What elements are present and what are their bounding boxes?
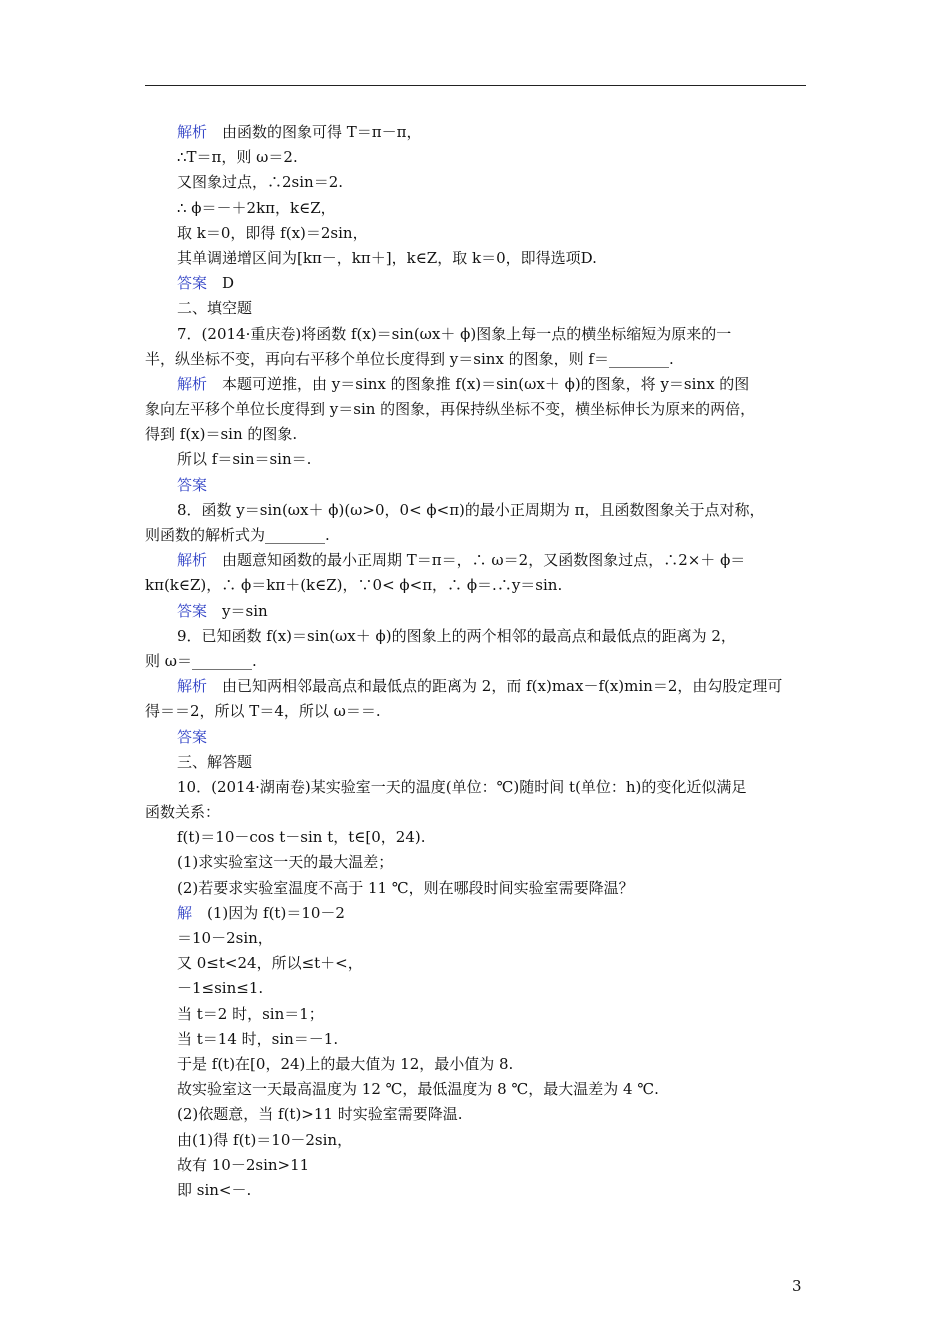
line-text: (2)若要求实验室温度不高于 11 ℃，则在哪段时间实验室需要降温？ — [177, 878, 634, 897]
line-text: 故有 10－2sin>11 — [177, 1155, 310, 1174]
line-text: 三、解答题 — [177, 752, 253, 771]
line-text: 由函数的图象可得 T＝π－π， — [207, 123, 422, 141]
text-line — [145, 750, 807, 775]
text-line — [145, 1128, 807, 1153]
line-text: 又 0≤t<24，所以≤t＋<， — [177, 954, 363, 973]
text-line — [145, 901, 807, 926]
text-line — [145, 876, 807, 901]
section-label: 答案 — [177, 727, 208, 746]
text-line — [145, 196, 807, 221]
line-text: 得＝＝2，所以 T＝4，所以 ω＝＝. — [145, 702, 381, 721]
text-line — [145, 850, 807, 875]
section-label: 解 — [177, 903, 193, 922]
line-text: 象向左平移个单位长度得到 y＝sin 的图象，再保持纵坐标不变，横坐标伸长为原来的两倍， — [145, 400, 756, 419]
line-text: 其单调递增区间为[kπ－，kπ＋]，k∈Z，取 k＝0，即得选项D. — [177, 248, 597, 267]
section-label: 解析 — [177, 677, 208, 696]
line-text: 又图象过点，∴2sin＝2. — [177, 173, 344, 192]
line-text: －1≤sin≤1. — [177, 979, 264, 998]
line-text: (1)因为 f(t)＝10－2 — [192, 903, 345, 922]
text-line — [145, 1052, 807, 1077]
text-line — [145, 221, 807, 246]
text-line — [145, 1077, 807, 1102]
text-line — [145, 422, 807, 447]
line-text: 取 k＝0，即得 f(x)＝2sin， — [177, 223, 368, 242]
text-line — [145, 271, 807, 296]
line-text: 由(1)得 f(t)＝10－2sin， — [177, 1130, 353, 1149]
text-line — [145, 951, 807, 976]
line-text: 故实验室这一天最高温度为 12 ℃，最低温度为 8 ℃，最大温差为 4 ℃. — [177, 1080, 659, 1099]
line-text: 于是 f(t)在[0，24)上的最大值为 12，最小值为 8. — [177, 1054, 514, 1073]
line-text: ∴T＝π，则 ω＝2. — [177, 148, 298, 167]
page-number: 3 — [792, 1277, 802, 1295]
text-line — [145, 120, 807, 145]
text-line — [145, 296, 807, 321]
line-text: 9．已知函数 f(x)＝sin(ωx＋ ϕ)的图象上的两个相邻的最高点和最低点的距离为 2， — [177, 626, 736, 645]
text-line — [145, 699, 807, 724]
text-line — [145, 624, 807, 649]
line-text: 得到 f(x)＝sin 的图象. — [145, 425, 298, 444]
text-line — [145, 322, 807, 347]
text-line — [145, 523, 807, 548]
section-label: 答案 — [177, 601, 208, 620]
line-text: ∴ ϕ＝－＋2kπ，k∈Z， — [177, 198, 336, 217]
line-text: y＝sin — [207, 601, 268, 620]
line-text: 二、填空题 — [177, 299, 253, 318]
line-text: ＝10－2sin， — [177, 929, 273, 947]
line-text: 当 t＝14 时，sin＝－1. — [177, 1029, 339, 1048]
text-line — [145, 447, 807, 472]
text-line — [145, 246, 807, 271]
text-line — [145, 1178, 807, 1203]
line-text: 函数关系： — [145, 803, 221, 822]
document-body — [145, 120, 807, 1203]
section-label: 答案 — [177, 475, 208, 494]
text-line — [145, 498, 807, 523]
line-text: 则函数的解析式为________. — [145, 526, 330, 544]
line-text: 10．(2014·湖南卷)某实验室一天的温度(单位：℃)随时间 t(单位：h)的变化近似满足 — [177, 777, 747, 796]
section-label: 解析 — [177, 374, 208, 393]
section-label: 解析 — [177, 123, 208, 141]
line-text: 半，纵坐标不变，再向右平移个单位长度得到 y＝sinx 的图象，则 f＝________. — [145, 349, 674, 368]
section-label: 答案 — [177, 274, 208, 293]
header-rule — [145, 85, 806, 86]
text-line — [145, 599, 807, 624]
line-text: 即 sin<－. — [177, 1180, 252, 1199]
text-line — [145, 473, 807, 498]
text-line — [145, 573, 807, 598]
line-text: kπ(k∈Z)，∴ ϕ＝kπ＋(k∈Z)，∵0< ϕ<π，∴ ϕ＝.∴y＝sin. — [145, 576, 563, 595]
text-line — [145, 674, 807, 699]
text-line — [145, 725, 807, 750]
line-text: f(t)＝10－cos t－sin t，t∈[0，24). — [177, 828, 426, 847]
line-text: (2)依题意，当 f(t)>11 时实验室需要降温. — [177, 1105, 463, 1124]
line-text: 由题意知函数的最小正周期 T＝π＝，∴ ω＝2，又函数图象过点，∴2×＋ ϕ＝ — [207, 551, 746, 570]
text-line — [145, 1153, 807, 1178]
text-line — [145, 825, 807, 850]
text-line — [145, 170, 807, 195]
line-text: D — [207, 274, 235, 293]
line-text: 本题可逆推，由 y＝sinx 的图象推 f(x)＝sin(ωx＋ ϕ)的图象，将 y＝sinx 的图 — [207, 374, 750, 393]
text-line — [145, 649, 807, 674]
line-text: 所以 f＝sin＝sin＝. — [177, 450, 312, 469]
text-line — [145, 372, 807, 397]
text-line — [145, 145, 807, 170]
line-text: 7．(2014·重庆卷)将函数 f(x)＝sin(ωx＋ ϕ)图象上每一点的横坐标缩短为原来的一 — [177, 324, 732, 343]
text-line — [145, 347, 807, 372]
text-line — [145, 775, 807, 800]
line-text: (1)求实验室这一天的最大温差； — [177, 853, 394, 872]
text-line — [145, 1027, 807, 1052]
line-text: 由已知两相邻最高点和最低点的距离为 2，而 f(x)max－f(x)min＝2，由勾股定理可 — [207, 677, 783, 696]
text-line — [145, 800, 807, 825]
line-text: 则 ω＝________. — [145, 651, 257, 670]
line-text: 当 t＝2 时，sin＝1； — [177, 1004, 324, 1023]
text-line — [145, 1102, 807, 1127]
text-line — [145, 397, 807, 422]
section-label: 解析 — [177, 551, 208, 570]
text-line — [145, 548, 807, 573]
text-line — [145, 926, 807, 951]
text-line — [145, 1002, 807, 1027]
text-line — [145, 976, 807, 1001]
line-text: 8．函数 y＝sin(ωx＋ ϕ)(ω>0，0< ϕ<π)的最小正周期为 π，且函数图象关于点对称， — [177, 500, 765, 519]
